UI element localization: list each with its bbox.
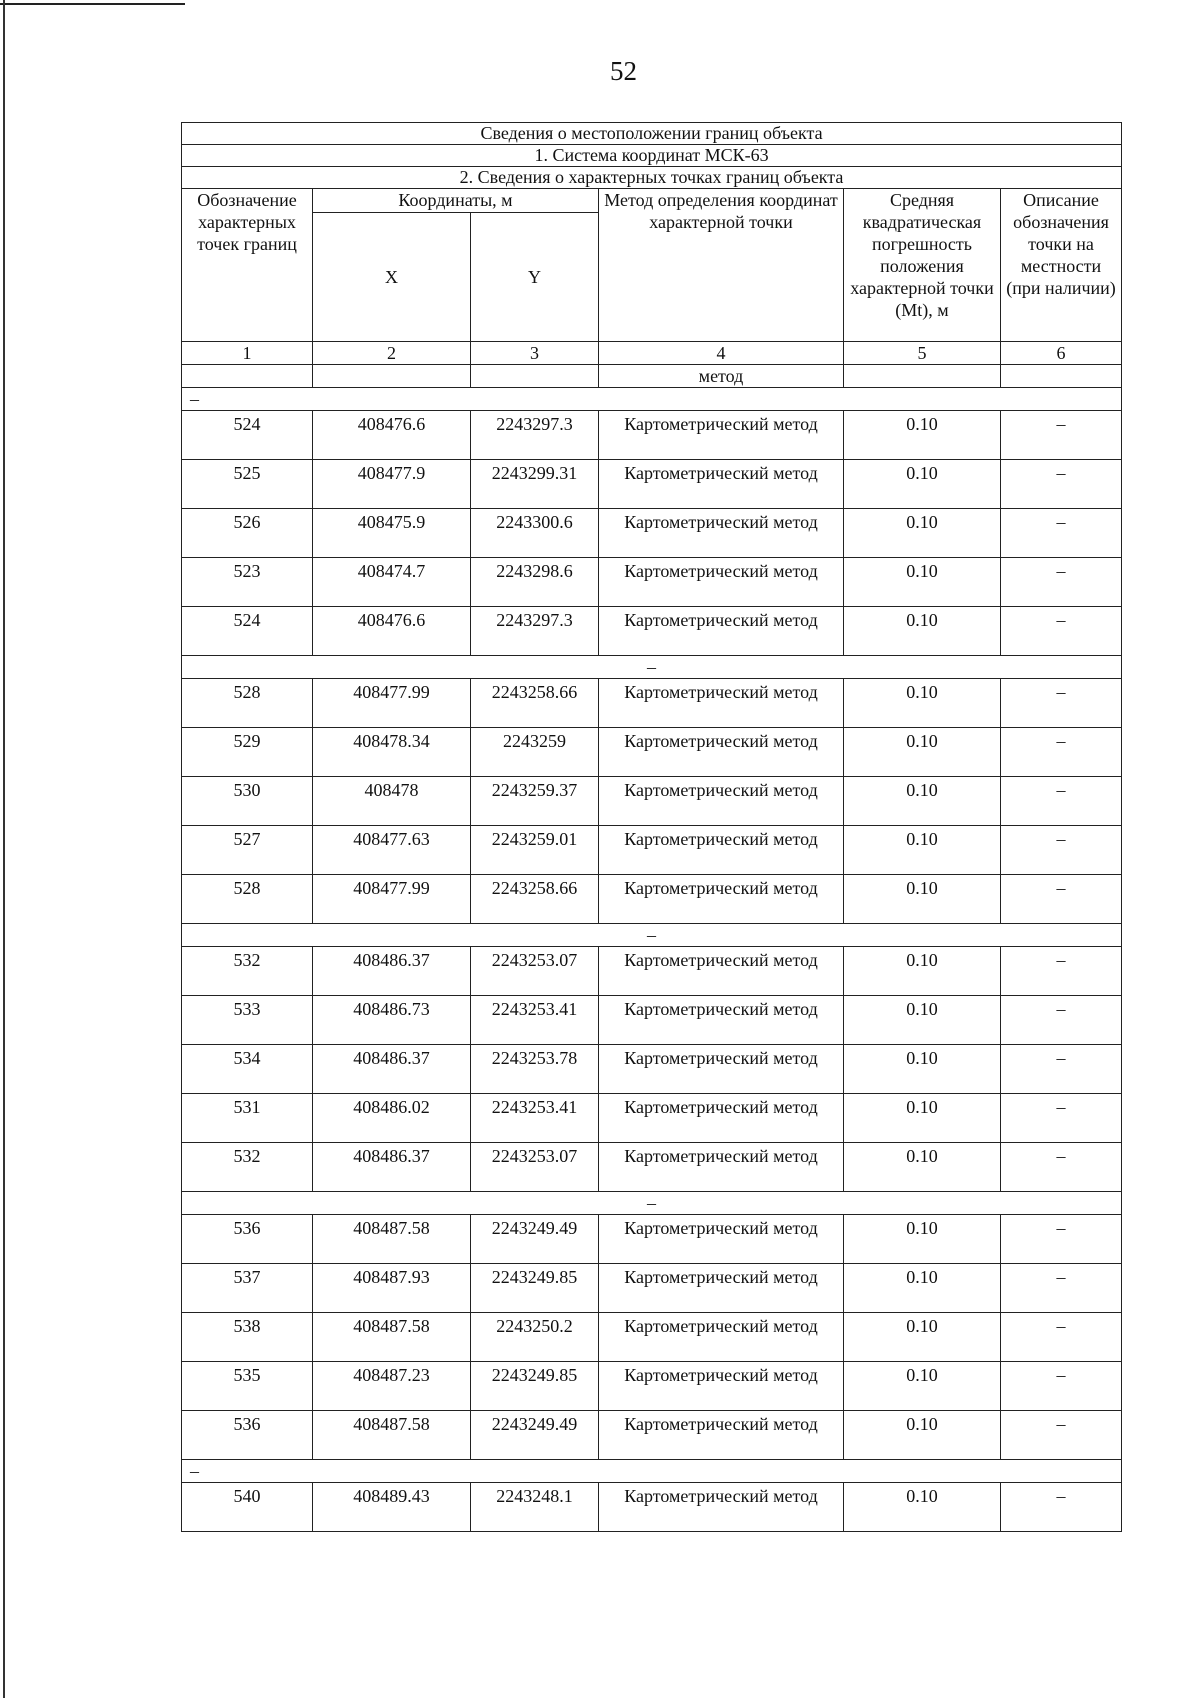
point-id: 525: [182, 460, 313, 509]
coord-x: 408487.23: [313, 1362, 471, 1411]
method: Картометрический метод: [599, 1411, 844, 1460]
point-id: 540: [182, 1483, 313, 1532]
header-error: Средняя квадратическая погрешность положения характерной точки (Mt), м: [844, 189, 1001, 342]
top-rule: [0, 3, 185, 5]
description: –: [1001, 1313, 1122, 1362]
method: Картометрический метод: [599, 996, 844, 1045]
coord-y: 2243249.85: [471, 1362, 599, 1411]
table-row: [182, 777, 1122, 826]
mean-error: 0.10: [844, 947, 1001, 996]
table-row: [182, 411, 1122, 460]
description: –: [1001, 1045, 1122, 1094]
mean-error: 0.10: [844, 1143, 1001, 1192]
empty-cell: [182, 365, 313, 388]
mean-error: 0.10: [844, 1362, 1001, 1411]
point-id: 536: [182, 1411, 313, 1460]
table-row: [182, 1362, 1122, 1411]
header-y: Y: [471, 213, 599, 342]
page-number: 52: [610, 56, 637, 86]
method: Картометрический метод: [599, 1313, 844, 1362]
coord-x: 408477.99: [313, 679, 471, 728]
method: Картометрический метод: [599, 411, 844, 460]
mean-error: 0.10: [844, 1045, 1001, 1094]
description: –: [1001, 1362, 1122, 1411]
column-number: 2: [313, 342, 471, 365]
coord-x: 408477.9: [313, 460, 471, 509]
coord-y: 2243249.49: [471, 1215, 599, 1264]
table-row: [182, 728, 1122, 777]
points-section: 2. Сведения о характерных точках границ объекта: [182, 167, 1122, 189]
coord-x: 408476.6: [313, 411, 471, 460]
coord-y: 2243253.78: [471, 1045, 599, 1094]
coord-y: 2243253.07: [471, 1143, 599, 1192]
table-row: [182, 1094, 1122, 1143]
contour-separator-row: [182, 924, 1122, 947]
table-row: [182, 607, 1122, 656]
mean-error: 0.10: [844, 679, 1001, 728]
method: Картометрический метод: [599, 1094, 844, 1143]
contour-separator-row: [182, 1192, 1122, 1215]
table-row: [182, 509, 1122, 558]
contour-separator-row: [182, 656, 1122, 679]
method: Картометрический метод: [599, 1483, 844, 1532]
coord-y: 2243297.3: [471, 411, 599, 460]
coord-y: 2243253.41: [471, 996, 599, 1045]
point-id: 524: [182, 411, 313, 460]
column-number: 3: [471, 342, 599, 365]
description: –: [1001, 460, 1122, 509]
method: Картометрический метод: [599, 875, 844, 924]
coord-x: 408477.63: [313, 826, 471, 875]
table-row: [182, 558, 1122, 607]
empty-cell: [844, 365, 1001, 388]
contour-separator: –: [182, 388, 1122, 411]
title-row: [182, 123, 1122, 145]
coord-x: 408476.6: [313, 607, 471, 656]
description: –: [1001, 509, 1122, 558]
mean-error: 0.10: [844, 460, 1001, 509]
method: Картометрический метод: [599, 1143, 844, 1192]
boundary-coordinates-table: [181, 122, 1122, 1532]
point-id: 537: [182, 1264, 313, 1313]
description: –: [1001, 679, 1122, 728]
header-row-1: [182, 189, 1122, 213]
table-row: [182, 826, 1122, 875]
method: Картометрический метод: [599, 558, 844, 607]
column-number: 1: [182, 342, 313, 365]
coord-x: 408477.99: [313, 875, 471, 924]
table-row: [182, 460, 1122, 509]
description: –: [1001, 826, 1122, 875]
point-id: 527: [182, 826, 313, 875]
description: –: [1001, 1264, 1122, 1313]
table-row: [182, 875, 1122, 924]
header-x: X: [313, 213, 471, 342]
contour-separator: –: [182, 1192, 1122, 1215]
table-body: [182, 123, 1122, 1532]
coord-x: 408486.37: [313, 947, 471, 996]
description: –: [1001, 1483, 1122, 1532]
coord-x: 408487.58: [313, 1411, 471, 1460]
empty-cell: [313, 365, 471, 388]
description: –: [1001, 411, 1122, 460]
coord-y: 2243249.85: [471, 1264, 599, 1313]
table-row: [182, 996, 1122, 1045]
point-id: 524: [182, 607, 313, 656]
method: Картометрический метод: [599, 777, 844, 826]
point-id: 526: [182, 509, 313, 558]
carry-method: метод: [599, 365, 844, 388]
mean-error: 0.10: [844, 1411, 1001, 1460]
point-id: 531: [182, 1094, 313, 1143]
empty-cell: [471, 365, 599, 388]
coord-x: 408478: [313, 777, 471, 826]
description: –: [1001, 728, 1122, 777]
coord-x: 408475.9: [313, 509, 471, 558]
mean-error: 0.10: [844, 411, 1001, 460]
table-row: [182, 1045, 1122, 1094]
header-description: Описание обозначения точки на местности (при наличии): [1001, 189, 1122, 342]
table-row: [182, 1313, 1122, 1362]
point-id: 534: [182, 1045, 313, 1094]
point-id: 532: [182, 1143, 313, 1192]
contour-separator: –: [182, 656, 1122, 679]
coord-y: 2243250.2: [471, 1313, 599, 1362]
points-section-row: [182, 167, 1122, 189]
coord-y: 2243297.3: [471, 607, 599, 656]
mean-error: 0.10: [844, 728, 1001, 777]
mean-error: 0.10: [844, 996, 1001, 1045]
point-id: 538: [182, 1313, 313, 1362]
table-row: [182, 1264, 1122, 1313]
mean-error: 0.10: [844, 1313, 1001, 1362]
contour-separator-row: [182, 1460, 1122, 1483]
coord-x: 408487.93: [313, 1264, 471, 1313]
description: –: [1001, 996, 1122, 1045]
contour-separator: –: [182, 924, 1122, 947]
header-method: Метод определения координат характерной точки: [599, 189, 844, 342]
coord-x: 408489.43: [313, 1483, 471, 1532]
mean-error: 0.10: [844, 826, 1001, 875]
coord-x: 408486.02: [313, 1094, 471, 1143]
table-row: [182, 679, 1122, 728]
method: Картометрический метод: [599, 1264, 844, 1313]
description: –: [1001, 558, 1122, 607]
empty-cell: [1001, 365, 1122, 388]
coord-x: 408486.37: [313, 1045, 471, 1094]
mean-error: 0.10: [844, 509, 1001, 558]
mean-error: 0.10: [844, 1094, 1001, 1143]
method: Картометрический метод: [599, 728, 844, 777]
coord-x: 408486.73: [313, 996, 471, 1045]
coord-x: 408474.7: [313, 558, 471, 607]
description: –: [1001, 1094, 1122, 1143]
table-row: [182, 1411, 1122, 1460]
mean-error: 0.10: [844, 1483, 1001, 1532]
coord-y: 2243259: [471, 728, 599, 777]
coord-y: 2243249.49: [471, 1411, 599, 1460]
method: Картометрический метод: [599, 826, 844, 875]
coord-system-row: [182, 145, 1122, 167]
coord-y: 2243298.6: [471, 558, 599, 607]
coord-y: 2243259.37: [471, 777, 599, 826]
method: Картометрический метод: [599, 947, 844, 996]
coord-x: 408478.34: [313, 728, 471, 777]
coord-y: 2243248.1: [471, 1483, 599, 1532]
point-id: 528: [182, 679, 313, 728]
coord-y: 2243253.41: [471, 1094, 599, 1143]
method: Картометрический метод: [599, 460, 844, 509]
header-coordinates: Координаты, м: [313, 189, 599, 213]
mean-error: 0.10: [844, 1215, 1001, 1264]
method: Картометрический метод: [599, 679, 844, 728]
mean-error: 0.10: [844, 558, 1001, 607]
carry-over-row: [182, 365, 1122, 388]
method: Картометрический метод: [599, 1045, 844, 1094]
point-id: 536: [182, 1215, 313, 1264]
point-id: 532: [182, 947, 313, 996]
description: –: [1001, 947, 1122, 996]
coord-y: 2243299.31: [471, 460, 599, 509]
coord-y: 2243253.07: [471, 947, 599, 996]
coord-x: 408487.58: [313, 1215, 471, 1264]
table-row: [182, 1483, 1122, 1532]
point-id: 530: [182, 777, 313, 826]
mean-error: 0.10: [844, 607, 1001, 656]
table-title: Сведения о местоположении границ объекта: [182, 123, 1122, 145]
point-id: 529: [182, 728, 313, 777]
table-row: [182, 947, 1122, 996]
method: Картометрический метод: [599, 607, 844, 656]
coord-y: 2243258.66: [471, 875, 599, 924]
column-numbers-row: [182, 342, 1122, 365]
description: –: [1001, 1143, 1122, 1192]
point-id: 523: [182, 558, 313, 607]
method: Картометрический метод: [599, 1362, 844, 1411]
column-number: 6: [1001, 342, 1122, 365]
contour-separator-row: [182, 388, 1122, 411]
table-row: [182, 1215, 1122, 1264]
coord-y: 2243258.66: [471, 679, 599, 728]
point-id: 533: [182, 996, 313, 1045]
method: Картометрический метод: [599, 1215, 844, 1264]
mean-error: 0.10: [844, 875, 1001, 924]
description: –: [1001, 1411, 1122, 1460]
coord-x: 408486.37: [313, 1143, 471, 1192]
header-designation: Обозначение характерных точек границ: [182, 189, 313, 342]
mean-error: 0.10: [844, 1264, 1001, 1313]
description: –: [1001, 607, 1122, 656]
point-id: 528: [182, 875, 313, 924]
coord-y: 2243300.6: [471, 509, 599, 558]
column-number: 5: [844, 342, 1001, 365]
description: –: [1001, 777, 1122, 826]
description: –: [1001, 1215, 1122, 1264]
coord-x: 408487.58: [313, 1313, 471, 1362]
left-margin-rule: [3, 0, 5, 1698]
mean-error: 0.10: [844, 777, 1001, 826]
point-id: 535: [182, 1362, 313, 1411]
contour-separator: –: [182, 1460, 1122, 1483]
table-row: [182, 1143, 1122, 1192]
method: Картометрический метод: [599, 509, 844, 558]
description: –: [1001, 875, 1122, 924]
column-number: 4: [599, 342, 844, 365]
coord-y: 2243259.01: [471, 826, 599, 875]
coord-system: 1. Система координат МСК-63: [182, 145, 1122, 167]
